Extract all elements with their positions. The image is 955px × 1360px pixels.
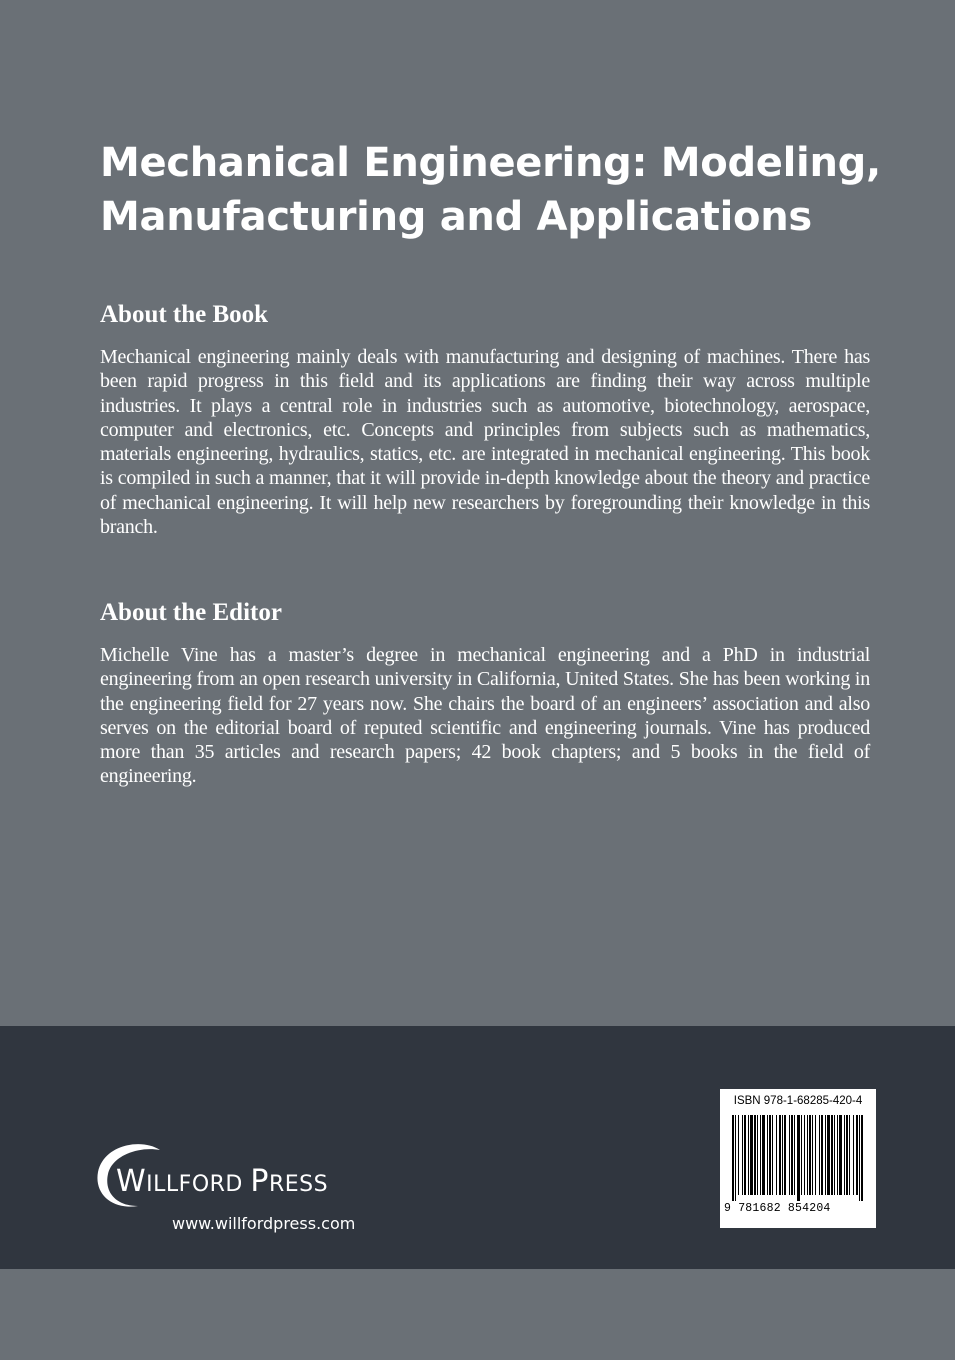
about-book-heading: About the Book bbox=[100, 301, 269, 328]
barcode-bar bbox=[789, 1115, 790, 1195]
barcode-bar bbox=[804, 1115, 805, 1195]
barcode-bar bbox=[809, 1115, 811, 1195]
barcode-bar bbox=[812, 1115, 813, 1195]
barcode-bar bbox=[760, 1115, 761, 1195]
publisher-name bbox=[116, 1164, 328, 1199]
barcode-digits: 9 781682 854204 bbox=[724, 1202, 831, 1215]
barcode-bar bbox=[837, 1115, 838, 1195]
publisher-name-part-2: RESS bbox=[268, 1172, 329, 1197]
barcode-bar bbox=[834, 1115, 835, 1195]
barcode-box bbox=[720, 1089, 876, 1228]
barcode-bar bbox=[839, 1115, 842, 1195]
barcode-bar bbox=[784, 1115, 786, 1195]
barcode-bar bbox=[856, 1115, 858, 1195]
barcode-bar bbox=[819, 1115, 820, 1195]
book-title bbox=[100, 136, 900, 244]
barcode-bar bbox=[750, 1115, 753, 1195]
barcode-bar bbox=[732, 1115, 734, 1201]
barcode-bar bbox=[807, 1115, 808, 1195]
publisher-name-part-1: ILLFORD bbox=[146, 1172, 243, 1197]
barcode-bar bbox=[762, 1115, 765, 1195]
barcode-bar bbox=[776, 1115, 777, 1195]
barcode-bar bbox=[735, 1115, 736, 1201]
book-title-line-1: Mechanical Engineering: Modeling, bbox=[100, 140, 881, 186]
barcode-bar bbox=[782, 1115, 783, 1195]
barcode-bar bbox=[801, 1115, 802, 1195]
barcode-bar bbox=[794, 1115, 795, 1195]
barcode-bar bbox=[797, 1115, 800, 1201]
barcode-bar bbox=[767, 1115, 768, 1195]
barcode-bar bbox=[815, 1115, 816, 1195]
book-title-line-2: Manufacturing and Applications bbox=[100, 194, 812, 240]
publisher-logo bbox=[94, 1140, 374, 1240]
barcode-bar bbox=[772, 1115, 773, 1195]
barcode-bar bbox=[825, 1115, 826, 1195]
barcode-bar bbox=[742, 1115, 743, 1195]
barcode-bar bbox=[846, 1115, 848, 1195]
barcode-bar bbox=[861, 1115, 863, 1201]
barcode-icon bbox=[732, 1115, 864, 1201]
barcode-bar bbox=[754, 1115, 756, 1195]
barcode-bar bbox=[779, 1115, 781, 1195]
about-editor-heading: About the Editor bbox=[100, 599, 282, 626]
barcode-bar bbox=[821, 1115, 823, 1195]
barcode-bar bbox=[827, 1115, 830, 1195]
barcode-bar bbox=[744, 1115, 746, 1195]
publisher-initial-w: W bbox=[116, 1164, 147, 1199]
about-editor-text: Michelle Vine has a master’s degree in mechanical engineering and a PhD in industrial engineering from an open research university in California, United States. She has been working in the engineering field for 27 years now. She chairs the board of an engineers’ association and also serves on the editorial board of reputed scientific and engineering journals. Vine has produced more than 35 articles and research papers; 42 book chapters; and 5 books in the field of engineering. bbox=[100, 644, 870, 788]
barcode-bar bbox=[849, 1115, 850, 1195]
barcode-bar bbox=[859, 1115, 860, 1201]
barcode-bar bbox=[844, 1115, 845, 1195]
publisher-url: www.willfordpress.com bbox=[172, 1214, 356, 1233]
barcode-bar bbox=[738, 1115, 739, 1195]
barcode-bar bbox=[853, 1115, 854, 1195]
publisher-initial-p: P bbox=[250, 1164, 269, 1199]
barcode-bar bbox=[791, 1115, 793, 1195]
barcode-bar bbox=[748, 1115, 749, 1195]
barcode-bar bbox=[769, 1115, 771, 1195]
barcode-bar bbox=[831, 1115, 833, 1195]
isbn-label: ISBN 978-1-68285-420-4 bbox=[733, 1095, 863, 1107]
about-book-text: Mechanical engineering mainly deals with manufacturing and designing of machines. There has been rapid progress in this field and its applications are finding their way across multiple industries. It plays a central role in industries such as automotive, biotechnology, aerospace, computer and electronics, etc. Concepts and principles from subjects such as mathematics, materials engineering, hydraulics, statics, etc. are integrated in mechanical engineering. This book is compiled in such a manner, that it will provide in-depth knowledge about the theory and practice of mechanical engineering. It will help new researchers by foregrounding their knowledge in this branch. bbox=[100, 346, 870, 539]
barcode-bar bbox=[757, 1115, 758, 1195]
